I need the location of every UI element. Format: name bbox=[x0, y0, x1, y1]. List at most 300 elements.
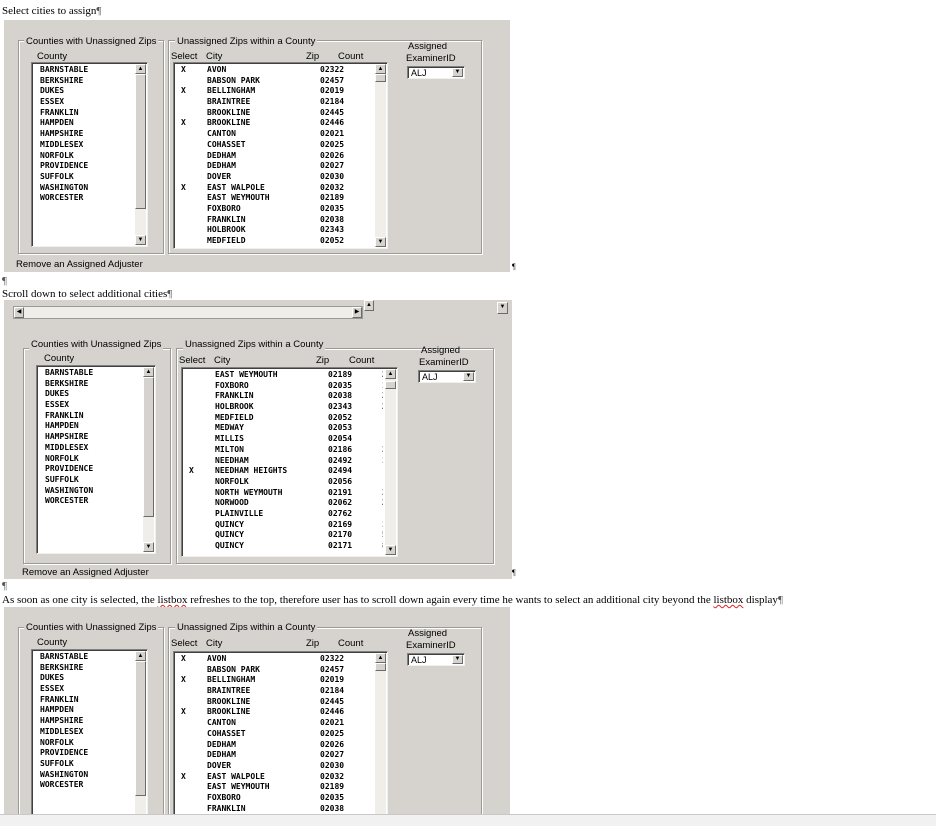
corner-tick: ¶ bbox=[512, 262, 516, 271]
zip-list-item[interactable] bbox=[184, 402, 383, 413]
zip-list-item[interactable] bbox=[176, 118, 373, 129]
zip-list-item[interactable] bbox=[184, 423, 383, 434]
zip-list-item[interactable] bbox=[176, 215, 373, 226]
status-bar bbox=[0, 814, 936, 826]
city-name: BROOKLINE bbox=[207, 707, 251, 717]
county-list-item[interactable] bbox=[34, 727, 134, 738]
county-list-item[interactable] bbox=[39, 411, 142, 422]
zip-count bbox=[382, 498, 383, 509]
zip-code: 02030 bbox=[320, 171, 345, 181]
zip-code: 02026 bbox=[320, 739, 345, 749]
zip-list-item[interactable] bbox=[176, 86, 373, 97]
city-name: DEDHAM bbox=[207, 739, 236, 749]
county-name: DUKES bbox=[40, 673, 65, 683]
zip-count bbox=[382, 488, 383, 499]
zip-count bbox=[382, 520, 383, 531]
zip-list-item[interactable] bbox=[184, 477, 383, 488]
zip-list-item[interactable] bbox=[176, 65, 373, 76]
zip-code: 02189 bbox=[320, 193, 345, 203]
city-name: EAST WEYMOUTH bbox=[215, 370, 278, 379]
county-list-item[interactable] bbox=[34, 86, 134, 97]
zip-list-item[interactable] bbox=[184, 541, 383, 552]
city-name: FRANKLIN bbox=[207, 214, 246, 224]
zips-list-rows bbox=[184, 370, 383, 552]
county-list-item[interactable] bbox=[34, 140, 134, 151]
para-mark: ¶ bbox=[2, 580, 7, 592]
city-name: NORWOOD bbox=[215, 498, 249, 508]
county-list-item[interactable] bbox=[39, 379, 142, 390]
scroll-up-arrow-icon[interactable]: ▲ bbox=[135, 64, 146, 74]
city-name: MEDWAY bbox=[215, 423, 244, 433]
select-mark: X bbox=[181, 707, 186, 717]
county-list-item[interactable] bbox=[34, 716, 134, 727]
examiner-id-dropdown[interactable] bbox=[407, 66, 465, 79]
zip-list-item[interactable] bbox=[176, 204, 373, 215]
zip-code: 02184 bbox=[320, 686, 345, 696]
para-mark: ¶ bbox=[2, 275, 7, 287]
county-name: WORCESTER bbox=[45, 496, 89, 506]
city-column-header: City bbox=[214, 355, 231, 366]
zip-code: 02457 bbox=[320, 75, 345, 85]
county-list-item[interactable] bbox=[34, 65, 134, 76]
city-name: NORFOLK bbox=[215, 476, 249, 486]
doc-misspelled-word: listbox bbox=[157, 594, 188, 606]
zip-list-item[interactable] bbox=[184, 530, 383, 541]
county-list-item[interactable] bbox=[39, 496, 142, 507]
county-scrollbar[interactable] bbox=[135, 651, 146, 814]
scroll-up-arrow-icon[interactable]: ▲ bbox=[135, 651, 146, 661]
county-name: PROVIDENCE bbox=[40, 161, 89, 171]
city-name: QUINCY bbox=[215, 519, 244, 529]
zip-list-item[interactable] bbox=[184, 488, 383, 499]
city-name: BABSON PARK bbox=[207, 664, 260, 674]
zips-list-rows bbox=[176, 654, 373, 814]
select-column-header: Select bbox=[171, 51, 198, 62]
county-name: HAMPDEN bbox=[40, 118, 74, 128]
examiner-id-dropdown[interactable] bbox=[407, 653, 465, 666]
county-list-item[interactable] bbox=[34, 183, 134, 194]
county-list-item[interactable] bbox=[34, 108, 134, 119]
zip-list-item[interactable] bbox=[176, 236, 373, 247]
city-name: FRANKLIN bbox=[207, 803, 246, 813]
zip-column-header: Zip bbox=[306, 51, 320, 62]
zips-listbox[interactable] bbox=[173, 62, 388, 249]
zip-list-item[interactable] bbox=[176, 76, 373, 87]
county-list-rows bbox=[34, 65, 134, 204]
zip-count bbox=[382, 370, 383, 381]
zip-code: 02322 bbox=[320, 654, 345, 663]
para-mark: ¶ bbox=[96, 5, 102, 17]
zip-code: 02038 bbox=[320, 803, 345, 813]
zip-count bbox=[382, 466, 383, 477]
county-name: SUFFOLK bbox=[40, 171, 74, 181]
zip-code: 02032 bbox=[320, 771, 345, 781]
scroll-left-arrow-icon[interactable]: ◀ bbox=[14, 307, 24, 318]
zip-code: 02019 bbox=[320, 675, 345, 685]
county-name: NORFOLK bbox=[40, 150, 74, 160]
county-name: WASHINGTON bbox=[45, 485, 94, 495]
doc-text-line3-post: display bbox=[743, 594, 778, 606]
chevron-down-icon[interactable]: ▼ bbox=[463, 372, 474, 381]
zip-list-item[interactable] bbox=[176, 225, 373, 236]
city-name: CANTON bbox=[207, 129, 236, 139]
county-list-item[interactable] bbox=[34, 738, 134, 749]
select-mark: X bbox=[189, 466, 194, 476]
select-mark: X bbox=[181, 182, 186, 192]
city-name: CANTON bbox=[207, 718, 236, 728]
zip-list-item[interactable] bbox=[184, 520, 383, 531]
remove-assigned-adjuster-button[interactable]: Remove an Assigned Adjuster bbox=[22, 567, 149, 578]
scroll-down-arrow-icon[interactable]: ▼ bbox=[143, 542, 154, 552]
scroll-down-arrow-icon[interactable]: ▼ bbox=[135, 235, 146, 245]
zip-list-item[interactable] bbox=[176, 129, 373, 140]
scrollbar-thumb[interactable] bbox=[375, 663, 386, 671]
city-name: EAST WEYMOUTH bbox=[207, 782, 270, 792]
zip-list-item[interactable] bbox=[176, 151, 373, 162]
chevron-down-icon[interactable]: ▼ bbox=[452, 68, 463, 77]
county-name: FRANKLIN bbox=[40, 107, 79, 117]
form-screenshot-2 bbox=[4, 300, 512, 579]
zip-list-item[interactable] bbox=[184, 391, 383, 402]
assigned-label: Assigned bbox=[408, 628, 448, 639]
zip-code: 02170 bbox=[328, 530, 353, 540]
select-column-header: Select bbox=[171, 638, 198, 649]
zip-code: 02038 bbox=[328, 391, 353, 401]
county-list-item[interactable] bbox=[34, 663, 134, 674]
city-name: BROOKLINE bbox=[207, 696, 251, 706]
city-name: MILLIS bbox=[215, 434, 244, 444]
county-list-item[interactable] bbox=[39, 475, 142, 486]
doc-text-line1: Select cities to assign bbox=[2, 5, 97, 17]
city-name: EAST WEYMOUTH bbox=[207, 193, 270, 203]
county-list-item[interactable] bbox=[34, 780, 134, 791]
county-list-item[interactable] bbox=[39, 464, 142, 475]
scrollbar-thumb[interactable] bbox=[375, 74, 386, 82]
form-screenshot-3 bbox=[4, 607, 510, 814]
county-name: HAMPSHIRE bbox=[40, 716, 84, 726]
county-name: DUKES bbox=[40, 86, 65, 96]
zip-list-item[interactable] bbox=[176, 707, 373, 718]
city-name: FOXBORO bbox=[207, 203, 241, 213]
scroll-up-arrow-icon[interactable]: ▲ bbox=[143, 367, 154, 377]
zip-list-item[interactable] bbox=[176, 172, 373, 183]
zip-code: 02056 bbox=[328, 476, 353, 486]
county-name: BARNSTABLE bbox=[40, 652, 89, 661]
county-name: HAMPDEN bbox=[45, 421, 79, 431]
counties-group-title: Counties with Unassigned Zips bbox=[31, 339, 162, 350]
city-name: MEDFIELD bbox=[207, 236, 246, 245]
zip-code: 02446 bbox=[320, 118, 345, 128]
county-list-item[interactable] bbox=[34, 172, 134, 183]
county-name: BERKSHIRE bbox=[40, 75, 84, 85]
county-list-item[interactable] bbox=[34, 97, 134, 108]
zip-count bbox=[382, 402, 383, 413]
zip-list-item[interactable] bbox=[176, 750, 373, 761]
zips-scrollbar[interactable] bbox=[375, 64, 386, 247]
zip-code: 02169 bbox=[328, 519, 353, 529]
zip-code: 02189 bbox=[328, 370, 353, 379]
zip-code: 02032 bbox=[320, 182, 345, 192]
select-mark: X bbox=[181, 654, 186, 663]
city-name: BRAINTREE bbox=[207, 97, 251, 107]
county-name: BARNSTABLE bbox=[45, 368, 94, 377]
city-name: COHASSET bbox=[207, 139, 246, 149]
county-listbox[interactable] bbox=[31, 649, 148, 814]
zip-list-item[interactable] bbox=[176, 718, 373, 729]
county-list-item[interactable] bbox=[34, 652, 134, 663]
zip-code: 02035 bbox=[320, 203, 345, 213]
county-name: MIDDLESEX bbox=[45, 442, 89, 452]
zip-code: 02035 bbox=[320, 792, 345, 802]
zip-code: 02762 bbox=[328, 508, 353, 518]
county-list-item[interactable] bbox=[39, 432, 142, 443]
count-column-header: Count bbox=[349, 355, 375, 366]
zip-list-item[interactable] bbox=[176, 193, 373, 204]
city-name: FOXBORO bbox=[215, 380, 249, 390]
zip-list-item[interactable] bbox=[176, 108, 373, 119]
doc-empty-para-a bbox=[2, 275, 7, 288]
zip-code: 02027 bbox=[320, 750, 345, 760]
zip-count bbox=[382, 434, 383, 445]
city-name: QUINCY bbox=[215, 530, 244, 540]
zip-code: 02457 bbox=[320, 664, 345, 674]
zip-list-item[interactable] bbox=[184, 370, 383, 381]
city-name: AVON bbox=[207, 654, 227, 663]
zip-list-item[interactable] bbox=[184, 509, 383, 520]
zips-group-title: Unassigned Zips within a County bbox=[177, 36, 316, 47]
zip-code: 02184 bbox=[320, 97, 345, 107]
county-list-item[interactable] bbox=[39, 400, 142, 411]
scrollbar-thumb[interactable] bbox=[143, 377, 154, 517]
county-name: MIDDLESEX bbox=[40, 726, 84, 736]
zip-list-item[interactable] bbox=[176, 675, 373, 686]
city-name: DEDHAM bbox=[207, 161, 236, 171]
county-name: SUFFOLK bbox=[40, 758, 74, 768]
scroll-down-arrow-icon[interactable]: ▼ bbox=[375, 237, 386, 247]
doc-note-refresh bbox=[2, 594, 783, 607]
county-name: HAMPSHIRE bbox=[40, 129, 84, 139]
zip-list-item[interactable] bbox=[176, 183, 373, 194]
zip-code: 02445 bbox=[320, 107, 345, 117]
zip-list-item[interactable] bbox=[176, 793, 373, 804]
county-listbox[interactable] bbox=[36, 365, 156, 554]
city-name: MILTON bbox=[215, 444, 244, 454]
select-mark: X bbox=[181, 86, 186, 96]
county-list-item[interactable] bbox=[34, 684, 134, 695]
scroll-right-arrow-icon[interactable]: ▶ bbox=[352, 307, 362, 318]
county-name: NORFOLK bbox=[40, 737, 74, 747]
county-name: ESSEX bbox=[40, 97, 65, 107]
county-list-item[interactable] bbox=[39, 454, 142, 465]
zip-list-item[interactable] bbox=[176, 772, 373, 783]
zips-scrollbar[interactable] bbox=[385, 369, 396, 555]
scroll-up-arrow-icon[interactable]: ▲ bbox=[375, 64, 386, 74]
county-list-item[interactable] bbox=[34, 705, 134, 716]
zip-count bbox=[382, 477, 383, 488]
zip-code: 02035 bbox=[328, 380, 353, 390]
assigned-label: Assigned bbox=[421, 345, 461, 356]
county-list-item[interactable] bbox=[34, 76, 134, 87]
zip-list-item[interactable] bbox=[176, 729, 373, 740]
county-name: HAMPDEN bbox=[40, 705, 74, 715]
zip-list-item[interactable] bbox=[184, 413, 383, 424]
county-name: MIDDLESEX bbox=[40, 139, 84, 149]
zips-scrollbar[interactable] bbox=[375, 653, 386, 814]
zip-list-item[interactable] bbox=[184, 445, 383, 456]
zip-list-item[interactable] bbox=[176, 654, 373, 665]
county-list-rows bbox=[34, 652, 134, 791]
zip-code: 02446 bbox=[320, 707, 345, 717]
county-name: BERKSHIRE bbox=[40, 662, 84, 672]
horizontal-scrollbar[interactable] bbox=[13, 306, 363, 319]
zip-list-item[interactable] bbox=[176, 740, 373, 751]
zip-count bbox=[382, 381, 383, 392]
doc-empty-para-b bbox=[2, 580, 7, 593]
city-name: BABSON PARK bbox=[207, 75, 260, 85]
scroll-up-arrow-icon[interactable]: ▲ bbox=[385, 369, 396, 379]
county-list-item[interactable] bbox=[39, 368, 142, 379]
zip-code: 02025 bbox=[320, 139, 345, 149]
small-toolbar-button[interactable]: ▲ bbox=[364, 300, 374, 311]
city-name: QUINCY bbox=[215, 541, 244, 550]
zip-list-item[interactable] bbox=[184, 498, 383, 509]
zip-code: 02053 bbox=[328, 423, 353, 433]
zips-listbox[interactable] bbox=[173, 651, 388, 814]
scroll-down-arrow-icon[interactable]: ▼ bbox=[385, 545, 396, 555]
zip-code: 02027 bbox=[320, 161, 345, 171]
examiner-id-dropdown[interactable] bbox=[418, 370, 476, 383]
city-name: DOVER bbox=[207, 760, 232, 770]
county-column-header: County bbox=[37, 637, 68, 648]
zip-code: 02054 bbox=[328, 434, 353, 444]
examiner-id-value: ALJ bbox=[422, 372, 438, 382]
zip-code: 02445 bbox=[320, 696, 345, 706]
county-list-item[interactable] bbox=[34, 759, 134, 770]
zip-list-item[interactable] bbox=[176, 804, 373, 814]
zip-list-item[interactable] bbox=[176, 97, 373, 108]
zip-code: 02343 bbox=[328, 402, 353, 412]
zip-code: 02025 bbox=[320, 728, 345, 738]
zip-list-item[interactable] bbox=[176, 686, 373, 697]
county-scrollbar[interactable] bbox=[135, 64, 146, 245]
zip-list-item[interactable] bbox=[176, 161, 373, 172]
zips-group-title: Unassigned Zips within a County bbox=[185, 339, 324, 350]
zip-count bbox=[382, 530, 383, 541]
county-list-item[interactable] bbox=[39, 421, 142, 432]
county-name: FRANKLIN bbox=[45, 410, 84, 420]
county-list-item[interactable] bbox=[34, 748, 134, 759]
county-name: WASHINGTON bbox=[40, 769, 89, 779]
small-toolbar-button[interactable]: ▼ bbox=[497, 302, 508, 314]
assigned-label: Assigned bbox=[408, 41, 448, 52]
zip-list-item[interactable] bbox=[184, 456, 383, 467]
examiner-id-value: ALJ bbox=[411, 68, 427, 78]
city-name: EAST WALPOLE bbox=[207, 771, 265, 781]
zip-column-header: Zip bbox=[316, 355, 330, 366]
zip-code: 02030 bbox=[320, 760, 345, 770]
para-mark: ¶ bbox=[167, 288, 173, 300]
chevron-down-icon[interactable]: ▼ bbox=[452, 655, 463, 664]
city-name: FOXBORO bbox=[207, 792, 241, 802]
examiner-id-label: ExaminerID bbox=[419, 357, 469, 368]
county-scrollbar[interactable] bbox=[143, 367, 154, 552]
zip-code: 02019 bbox=[320, 86, 345, 96]
county-list-item[interactable] bbox=[34, 161, 134, 172]
select-mark: X bbox=[181, 675, 186, 685]
scroll-up-arrow-icon[interactable]: ▲ bbox=[375, 653, 386, 663]
county-name: FRANKLIN bbox=[40, 694, 79, 704]
zip-list-item[interactable] bbox=[176, 665, 373, 676]
zip-code: 02189 bbox=[320, 782, 345, 792]
county-list-item[interactable] bbox=[34, 129, 134, 140]
zip-list-item[interactable] bbox=[184, 466, 383, 477]
county-list-item[interactable] bbox=[39, 443, 142, 454]
scrollbar-thumb[interactable] bbox=[135, 661, 146, 796]
city-name: BELLINGHAM bbox=[207, 675, 256, 685]
county-list-item[interactable] bbox=[34, 673, 134, 684]
city-name: EAST WALPOLE bbox=[207, 182, 265, 192]
remove-assigned-adjuster-button[interactable]: Remove an Assigned Adjuster bbox=[16, 259, 143, 270]
county-list-item[interactable] bbox=[34, 151, 134, 162]
county-list-item[interactable] bbox=[39, 389, 142, 400]
county-name: ESSEX bbox=[45, 400, 70, 410]
zips-listbox[interactable] bbox=[181, 367, 398, 557]
city-name: FRANKLIN bbox=[215, 391, 254, 401]
zip-code: 02038 bbox=[320, 214, 345, 224]
county-name: ESSEX bbox=[40, 684, 65, 694]
city-name: DEDHAM bbox=[207, 750, 236, 760]
zip-list-item[interactable] bbox=[184, 434, 383, 445]
county-name: BARNSTABLE bbox=[40, 65, 89, 74]
zip-count bbox=[382, 445, 383, 456]
zip-list-item[interactable] bbox=[176, 761, 373, 772]
zip-code: 02186 bbox=[328, 444, 353, 454]
county-name: WASHINGTON bbox=[40, 182, 89, 192]
count-column-header: Count bbox=[338, 638, 364, 649]
examiner-id-label: ExaminerID bbox=[406, 53, 456, 64]
doc-text-line3-pre: As soon as one city is selected, the bbox=[2, 594, 158, 606]
zip-list-item[interactable] bbox=[184, 381, 383, 392]
city-name: BELLINGHAM bbox=[207, 86, 256, 96]
doc-text-line2: Scroll down to select additional cities bbox=[2, 288, 168, 300]
zip-count bbox=[382, 391, 383, 402]
county-list-item[interactable] bbox=[39, 486, 142, 497]
county-listbox[interactable] bbox=[31, 62, 148, 247]
zip-list-item[interactable] bbox=[176, 140, 373, 151]
county-list-item[interactable] bbox=[34, 695, 134, 706]
zip-list-item[interactable] bbox=[176, 697, 373, 708]
county-list-item[interactable] bbox=[34, 193, 134, 204]
county-column-header: County bbox=[44, 353, 75, 364]
zip-list-item[interactable] bbox=[176, 782, 373, 793]
zip-code: 02343 bbox=[320, 225, 345, 235]
doc-misspelled-word: listbox bbox=[713, 594, 744, 606]
county-name: WORCESTER bbox=[40, 780, 84, 790]
county-list-item[interactable] bbox=[34, 118, 134, 129]
city-name: DEDHAM bbox=[207, 150, 236, 160]
zip-count bbox=[382, 456, 383, 467]
county-column-header: County bbox=[37, 51, 68, 62]
zip-column-header: Zip bbox=[306, 638, 320, 649]
county-name: PROVIDENCE bbox=[40, 748, 89, 758]
city-name: DOVER bbox=[207, 171, 232, 181]
city-name: HOLBROOK bbox=[215, 402, 254, 412]
scrollbar-thumb[interactable] bbox=[385, 381, 396, 389]
form-screenshot-1 bbox=[4, 20, 510, 272]
scrollbar-thumb[interactable] bbox=[135, 74, 146, 209]
county-list-item[interactable] bbox=[34, 770, 134, 781]
zip-code: 02171 bbox=[328, 541, 353, 550]
